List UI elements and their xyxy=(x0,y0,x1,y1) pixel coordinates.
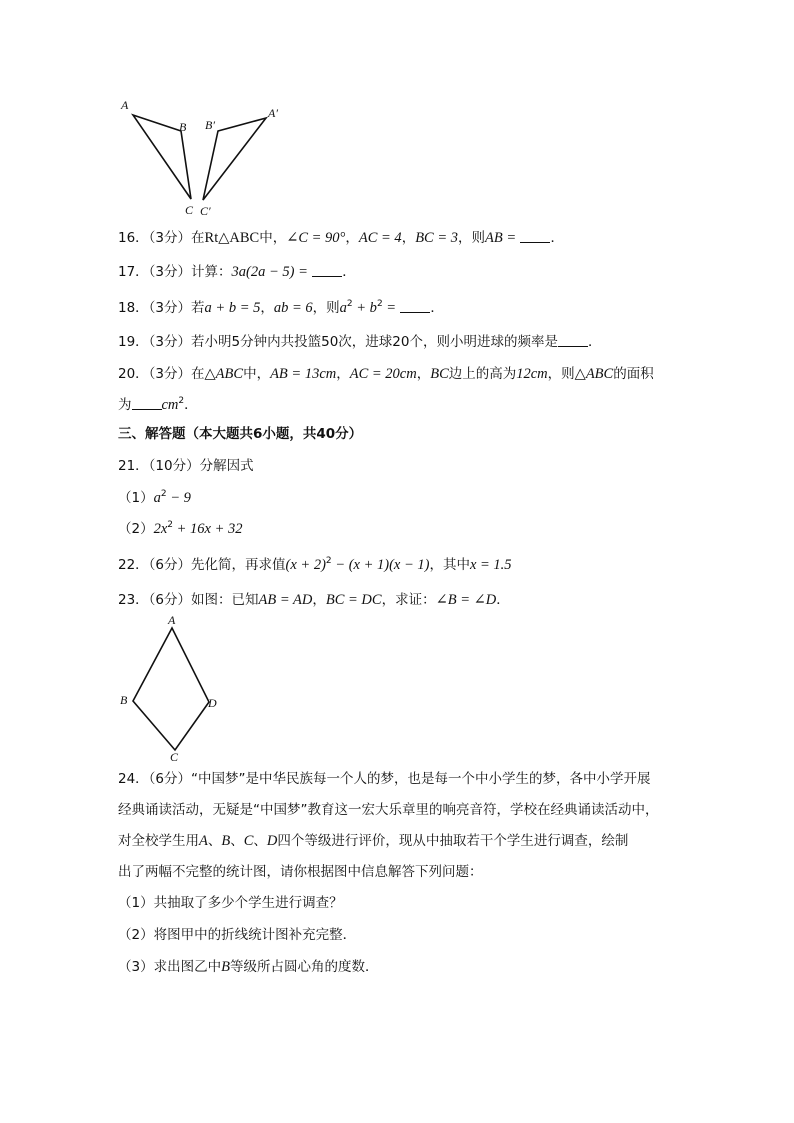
grade-b: B xyxy=(221,959,230,975)
q16-triangle: Rt△ABC xyxy=(204,230,260,246)
label-c-prime: C′ xyxy=(200,204,211,218)
answer-blank[interactable] xyxy=(312,264,342,277)
q24-sub3-suffix: 等级所占圆心角的度数． xyxy=(229,959,379,975)
q20-height: 12cm xyxy=(516,366,548,382)
q22-prefix: 22．（6分）先化简，再求值 xyxy=(118,557,286,573)
question-21-part-1 xyxy=(118,488,191,508)
label-b-prime: B′ xyxy=(205,118,215,132)
answer-blank[interactable] xyxy=(132,397,162,410)
q16-angle: ∠C = 90° xyxy=(286,230,346,246)
part-label: （1） xyxy=(118,490,154,506)
q16-end: ． xyxy=(550,230,564,246)
q20-bc: BC xyxy=(430,366,449,382)
q22-xval: x = 1.5 xyxy=(469,557,512,573)
exponent: 2 xyxy=(178,396,185,406)
q20-ab: AB = 13cm xyxy=(270,366,337,382)
q16-mid: 中， xyxy=(259,230,287,246)
q20-prefix: 20．（3分）在 xyxy=(118,366,205,382)
q16-sep1: ， xyxy=(345,230,359,246)
q21-p2-b: + 16x + 32 xyxy=(173,521,243,537)
question-18 xyxy=(118,298,444,318)
kite-label-d: D xyxy=(208,696,217,710)
q22-mid: ，其中 xyxy=(429,557,470,573)
q20b-prefix: 为 xyxy=(118,397,132,413)
q23-sep: ， xyxy=(312,592,326,608)
question-21: 21．（10分）分解因式 xyxy=(118,458,254,474)
q20-then: ，则 xyxy=(547,366,575,382)
question-24-line-1: 24．（6分）“中国梦”是中华民族每一个人的梦，也是每一个中小学生的梦，各中小学开展 xyxy=(118,771,651,787)
q18-then: ，则 xyxy=(312,300,340,316)
question-24-sub-3 xyxy=(118,957,378,977)
q20-triangle2: △ABC xyxy=(574,366,614,382)
q20-rest: 边上的高为 xyxy=(448,366,517,382)
q23-goal: ∠B = ∠D xyxy=(435,592,497,608)
q23-cond1: AB = AD xyxy=(258,592,313,608)
q18-sep: ， xyxy=(260,300,274,316)
kite-label-a: A xyxy=(168,613,176,627)
question-24-line-2: 经典诵读活动，无疑是“中国梦”教育这一宏大乐章里的响亮音符，学校在经典诵读活动中， xyxy=(118,802,659,818)
question-16 xyxy=(118,228,564,248)
question-17 xyxy=(118,262,356,282)
label-a: A xyxy=(121,98,129,112)
q22-expr2: − (x + 1)(x − 1) xyxy=(331,557,430,573)
q17-end: ． xyxy=(342,264,356,280)
q24-sub3-prefix: （3）求出图乙中 xyxy=(118,959,222,975)
q17-prefix: 17．（3分）计算： xyxy=(118,264,232,280)
question-24-sub-1: （1）共抽取了多少个学生进行调查？ xyxy=(118,895,343,911)
question-19 xyxy=(118,332,601,352)
q16-prefix: 16．（3分）在 xyxy=(118,230,205,246)
q20b-end: ． xyxy=(184,397,198,413)
q18-cond1: a + b = 5 xyxy=(204,300,261,316)
q19-text: 19．（3分）若小明5分钟内共投篮50次，进球20个，则小明进球的频率是 xyxy=(118,334,558,350)
q20b-unit: cm xyxy=(161,397,179,413)
grade-d: D xyxy=(266,833,278,849)
q18-term1: a xyxy=(339,300,347,316)
q20-ac: AC = 20cm xyxy=(349,366,417,382)
grade-b: B xyxy=(221,833,231,849)
q18-term2: + b xyxy=(352,300,377,316)
q20-triangle: △ABC xyxy=(204,366,244,382)
kite-label-c: C xyxy=(170,750,179,764)
exponent: 2 xyxy=(376,299,383,309)
q20-mid: 中， xyxy=(243,366,271,382)
kite-label-b: B xyxy=(120,693,128,707)
question-20-continued xyxy=(118,395,198,415)
exponent: 2 xyxy=(346,299,353,309)
q21-p1-b: − 9 xyxy=(166,490,191,506)
q16-ac: AC = 4 xyxy=(358,230,402,246)
grade-c: C xyxy=(243,833,254,849)
question-24-line-4: 出了两幅不完整的统计图，请你根据图中信息解答下列问题： xyxy=(118,864,483,880)
exponent: 2 xyxy=(167,520,174,530)
sep: 、 xyxy=(230,833,244,849)
section-title: 三、解答题（本大题共6小题，共40分） xyxy=(118,426,363,442)
q21-p2-a: 2x xyxy=(153,521,168,537)
question-24-line-3 xyxy=(118,831,628,851)
sep: 、 xyxy=(207,833,222,849)
q23-prefix: 23．（6分）如图：已知 xyxy=(118,592,259,608)
kite-figure xyxy=(133,628,209,750)
q23-cond2: BC = DC xyxy=(325,592,382,608)
q16-ab: AB = xyxy=(485,230,517,246)
q21-p1-a: a xyxy=(153,490,161,506)
q16-then: ，则 xyxy=(458,230,486,246)
q18-end: ． xyxy=(430,300,444,316)
q24-l3-suffix: 四个等级进行评价，现从中抽取若干个学生进行调查，绘制 xyxy=(277,833,629,849)
exponent: 2 xyxy=(160,489,167,499)
q18-cond2: ab = 6 xyxy=(273,300,313,316)
label-c: C xyxy=(185,203,194,217)
q20-sep2: ， xyxy=(416,366,431,382)
exponent: 2 xyxy=(325,556,332,566)
quadrilateral-abcd xyxy=(133,628,209,750)
q19-end: ． xyxy=(587,334,602,350)
question-23 xyxy=(118,590,510,610)
answer-blank[interactable] xyxy=(558,334,588,347)
question-22 xyxy=(118,555,512,575)
q20-sep1: ， xyxy=(336,366,350,382)
q23-then: ，求证： xyxy=(381,592,436,608)
q18-prefix: 18．（3分）若 xyxy=(118,300,205,316)
q24-l3-prefix: 对全校学生用 xyxy=(118,833,199,849)
sep: 、 xyxy=(253,833,267,849)
q20-area: 的面积 xyxy=(613,366,654,382)
q16-sep2: ， xyxy=(401,230,416,246)
answer-blank[interactable] xyxy=(400,300,430,313)
q23-end: ． xyxy=(496,592,510,608)
triangle-figure xyxy=(133,115,266,200)
q22-expr1: (x + 2) xyxy=(285,557,326,573)
label-b: B xyxy=(179,120,187,134)
part-label: （2） xyxy=(118,521,154,537)
q16-bc: BC = 3 xyxy=(415,230,459,246)
q17-expr: 3a(2a − 5) = xyxy=(231,264,308,280)
question-24-sub-2: （2）将图甲中的折线统计图补充完整． xyxy=(118,927,357,943)
label-a-prime: A′ xyxy=(268,106,278,120)
grade-a: A xyxy=(199,833,208,849)
question-21-part-2 xyxy=(118,519,243,539)
question-20 xyxy=(118,364,654,384)
answer-blank[interactable] xyxy=(520,230,550,243)
q18-equals: = xyxy=(382,300,397,316)
